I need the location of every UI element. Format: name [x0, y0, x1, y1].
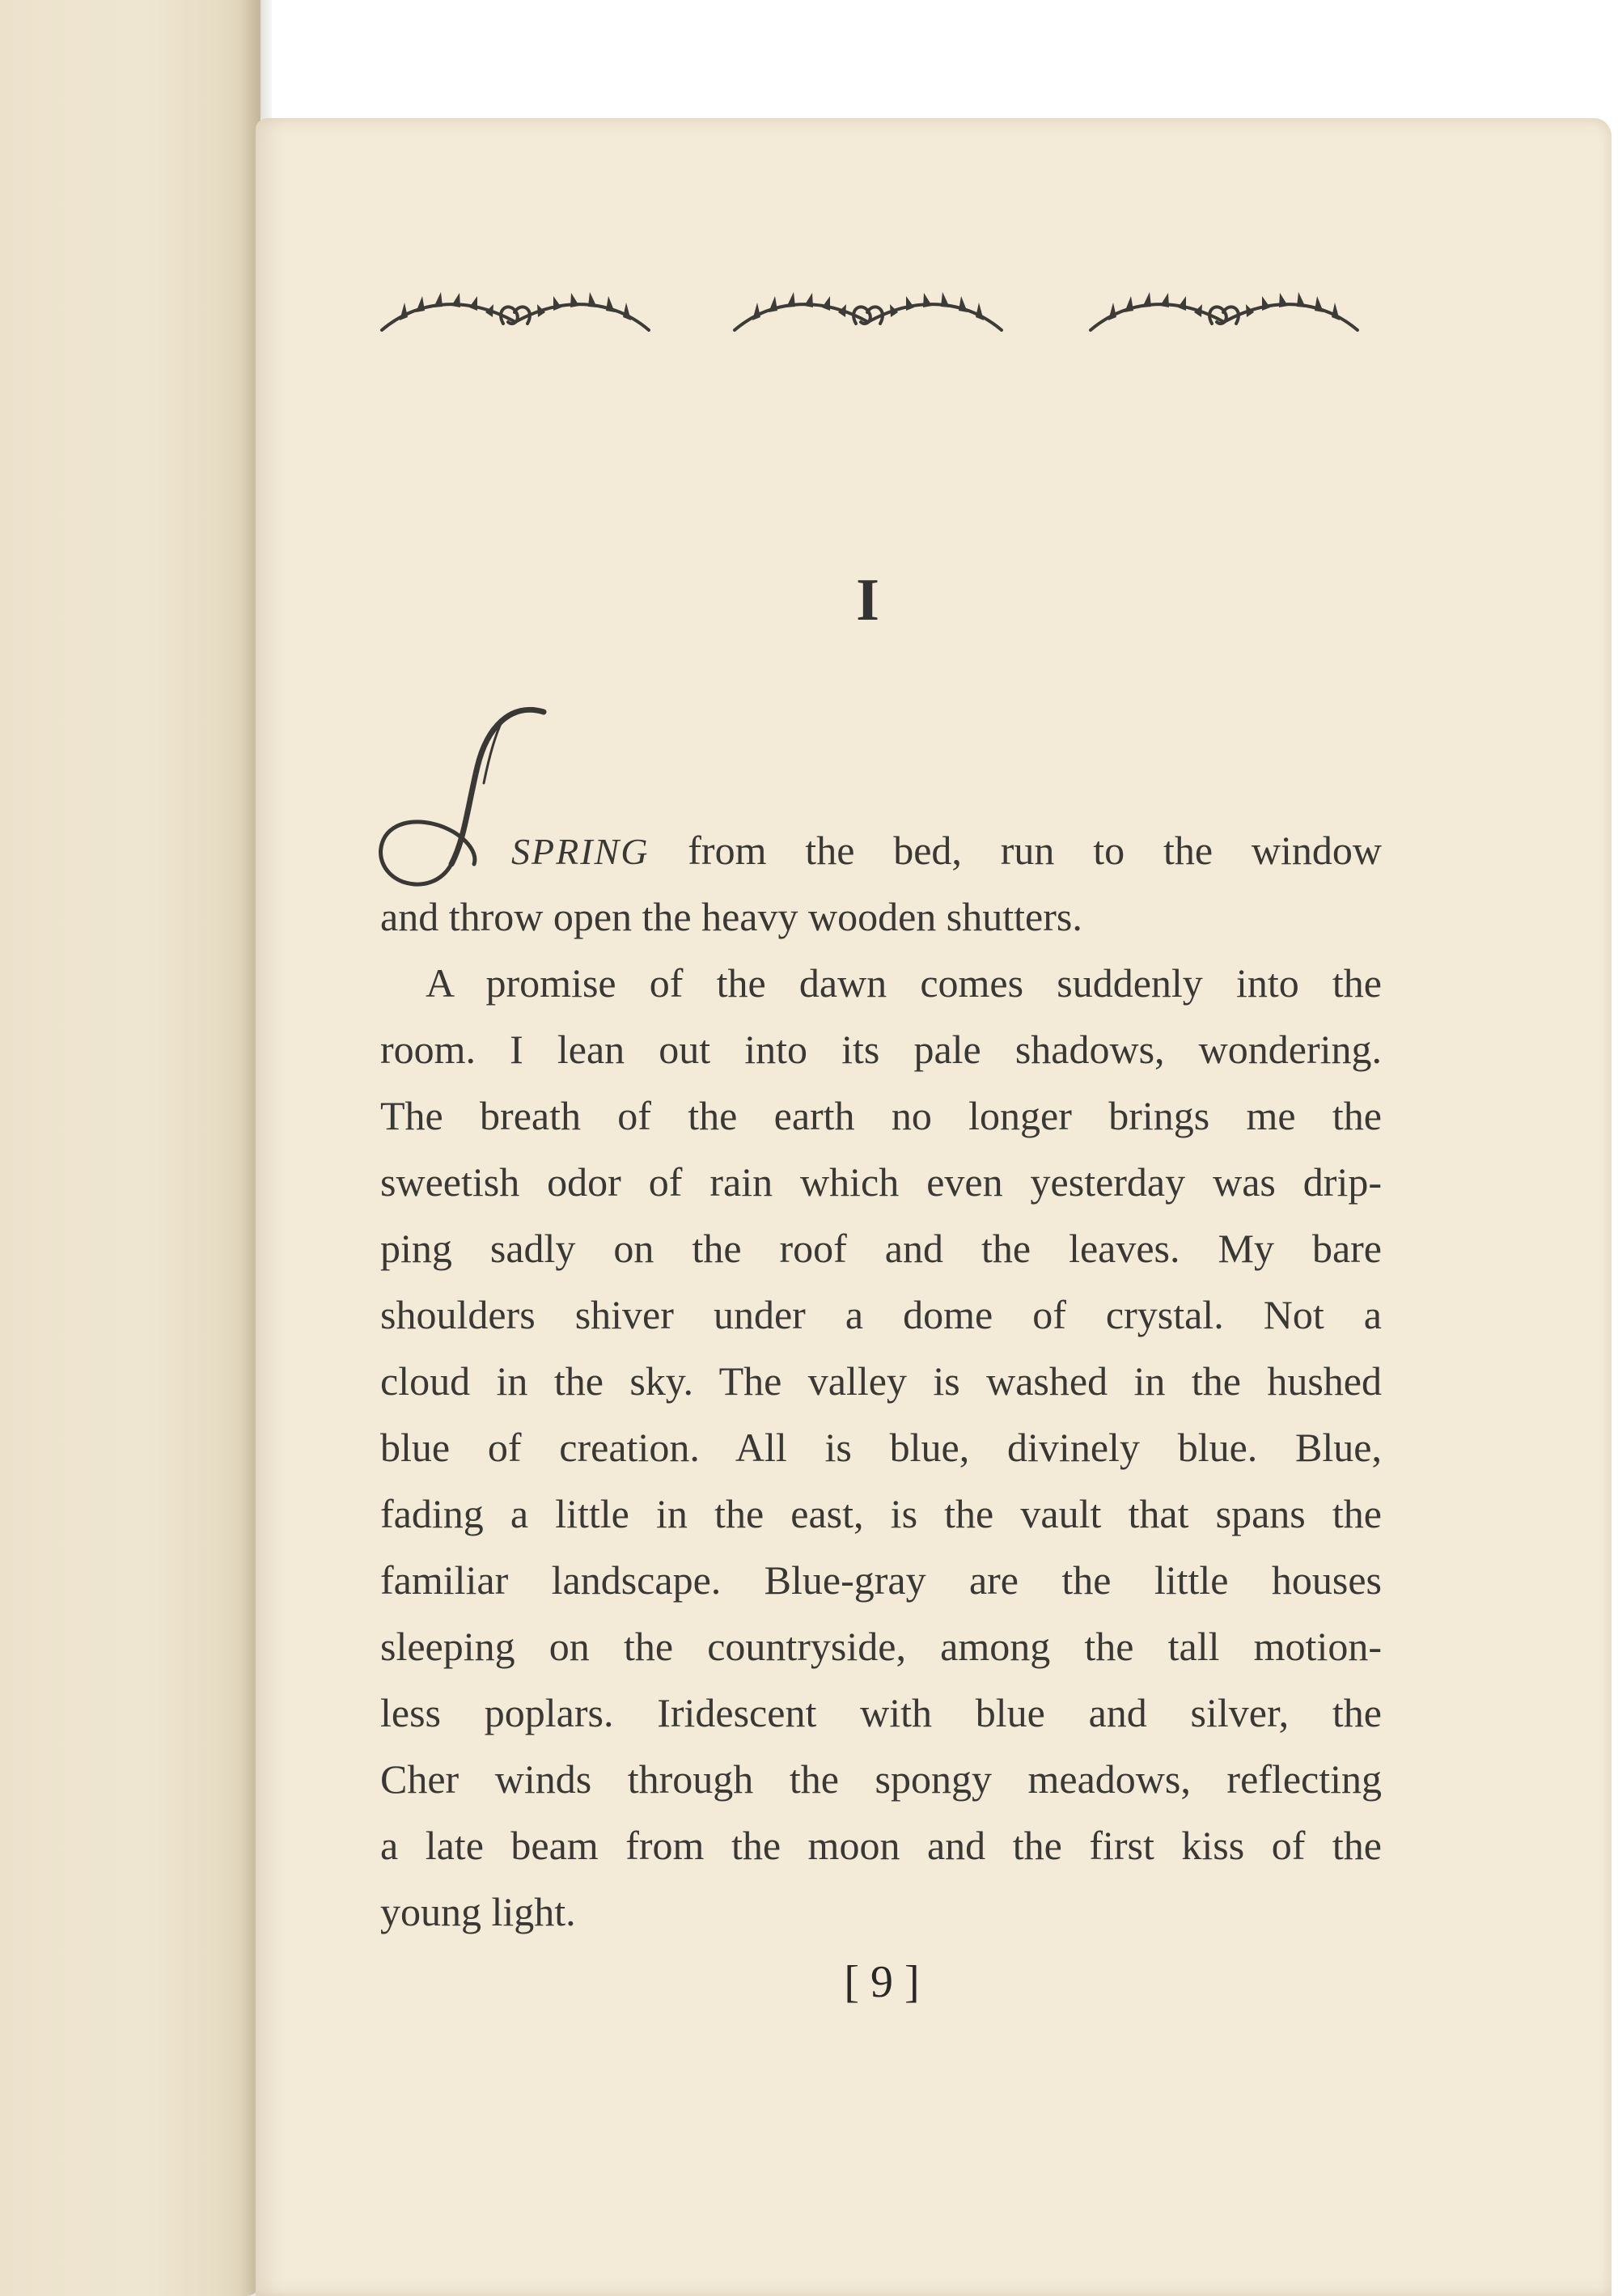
text-line-2: and throw open the heavy wooden shutters.: [380, 894, 1082, 939]
page-number: [ 9 ]: [844, 1957, 920, 2007]
chapter-text: [380, 817, 1382, 1945]
text-line-1: SPRING from the bed, run to the window: [511, 828, 1383, 873]
leaf-scroll-ornament-icon: [1082, 277, 1366, 341]
text-line-16: a late beam from the moon and the first kiss of the: [380, 1823, 1382, 1868]
text-line-5: The breath of the earth no longer brings me the: [380, 1093, 1382, 1138]
text-line-8: shoulders shiver under a dome of crystal. Not a: [380, 1292, 1382, 1337]
text-line-3: A promise of the dawn comes suddenly into the: [426, 960, 1382, 1006]
leaf-scroll-ornament-icon: [374, 277, 657, 341]
text-line-14: less poplars. Iridescent with blue and silver, the: [380, 1690, 1382, 1735]
text-line-12: familiar landscape. Blue-gray are the little houses: [380, 1557, 1382, 1603]
leaf-scroll-ornament-icon: [726, 277, 1010, 341]
chapter-number: I: [856, 567, 879, 633]
text-line-13: sleeping on the countryside, among the tall motion-: [380, 1624, 1382, 1669]
text-line-10: blue of creation. All is blue, divinely blue. Blue,: [380, 1425, 1382, 1470]
text-line-11: fading a little in the east, is the vault that spans the: [380, 1491, 1382, 1536]
text-line-6: sweetish odor of rain which even yesterday was drip-: [380, 1159, 1382, 1205]
opening-word: SPRING: [511, 831, 650, 872]
text-line-17: young light.: [380, 1889, 576, 1934]
text-line-15: Cher winds through the spongy meadows, reflecting: [380, 1756, 1382, 1802]
text-line-7: ping sadly on the roof and the leaves. My bare: [380, 1226, 1382, 1271]
ornament-row: [374, 277, 1369, 341]
text-line-9: cloud in the sky. The valley is washed in the hushed: [380, 1358, 1382, 1404]
text-line-4: room. I lean out into its pale shadows, wondering.: [380, 1027, 1382, 1072]
left-page: [0, 0, 260, 2296]
